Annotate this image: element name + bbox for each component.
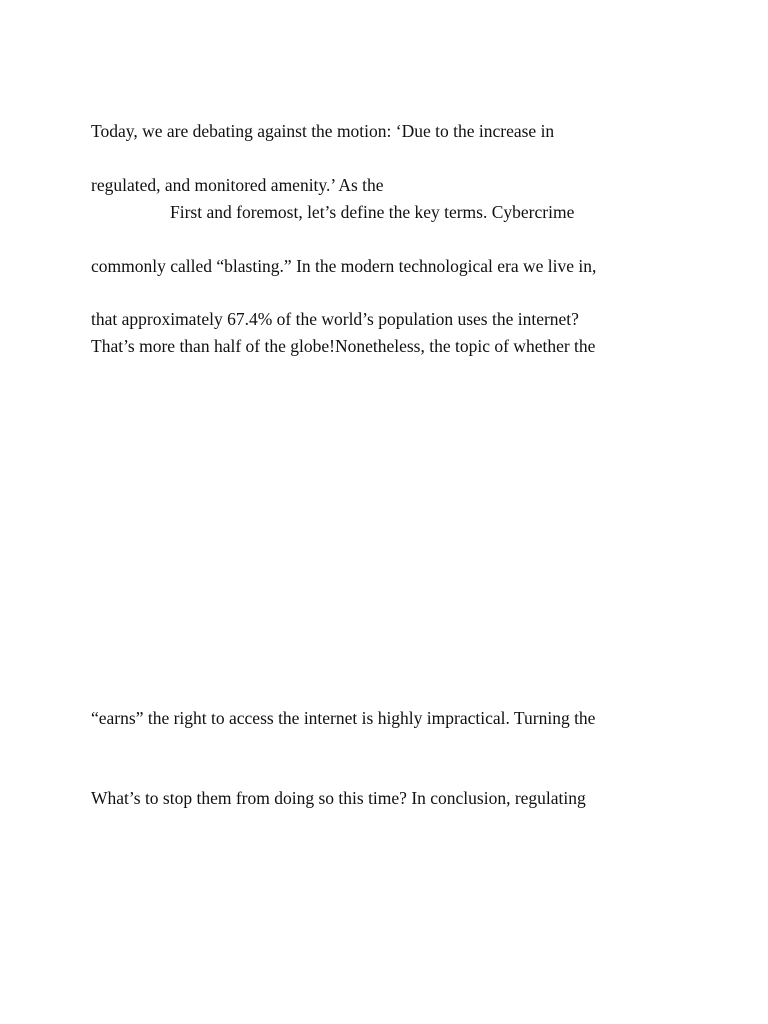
text-line: that approximately 67.4% of the world’s population uses the internet?	[91, 309, 579, 329]
text-line: commonly called “blasting.” In the modern technological era we live in,	[91, 256, 597, 276]
text-line: “earns” the right to access the internet is highly impractical. Turning the	[91, 708, 596, 728]
text-line: What’s to stop them from doing so this time? In conclusion, regulating	[91, 788, 586, 808]
text-line: That’s more than half of the globe!Nonetheless, the topic of whether the	[91, 336, 596, 356]
text-line: regulated, and monitored amenity.’ As the	[91, 175, 384, 195]
text-line-indented: First and foremost, let’s define the key terms. Cybercrime	[170, 202, 575, 222]
text-line: Today, we are debating against the motion: ‘Due to the increase in	[91, 121, 555, 141]
